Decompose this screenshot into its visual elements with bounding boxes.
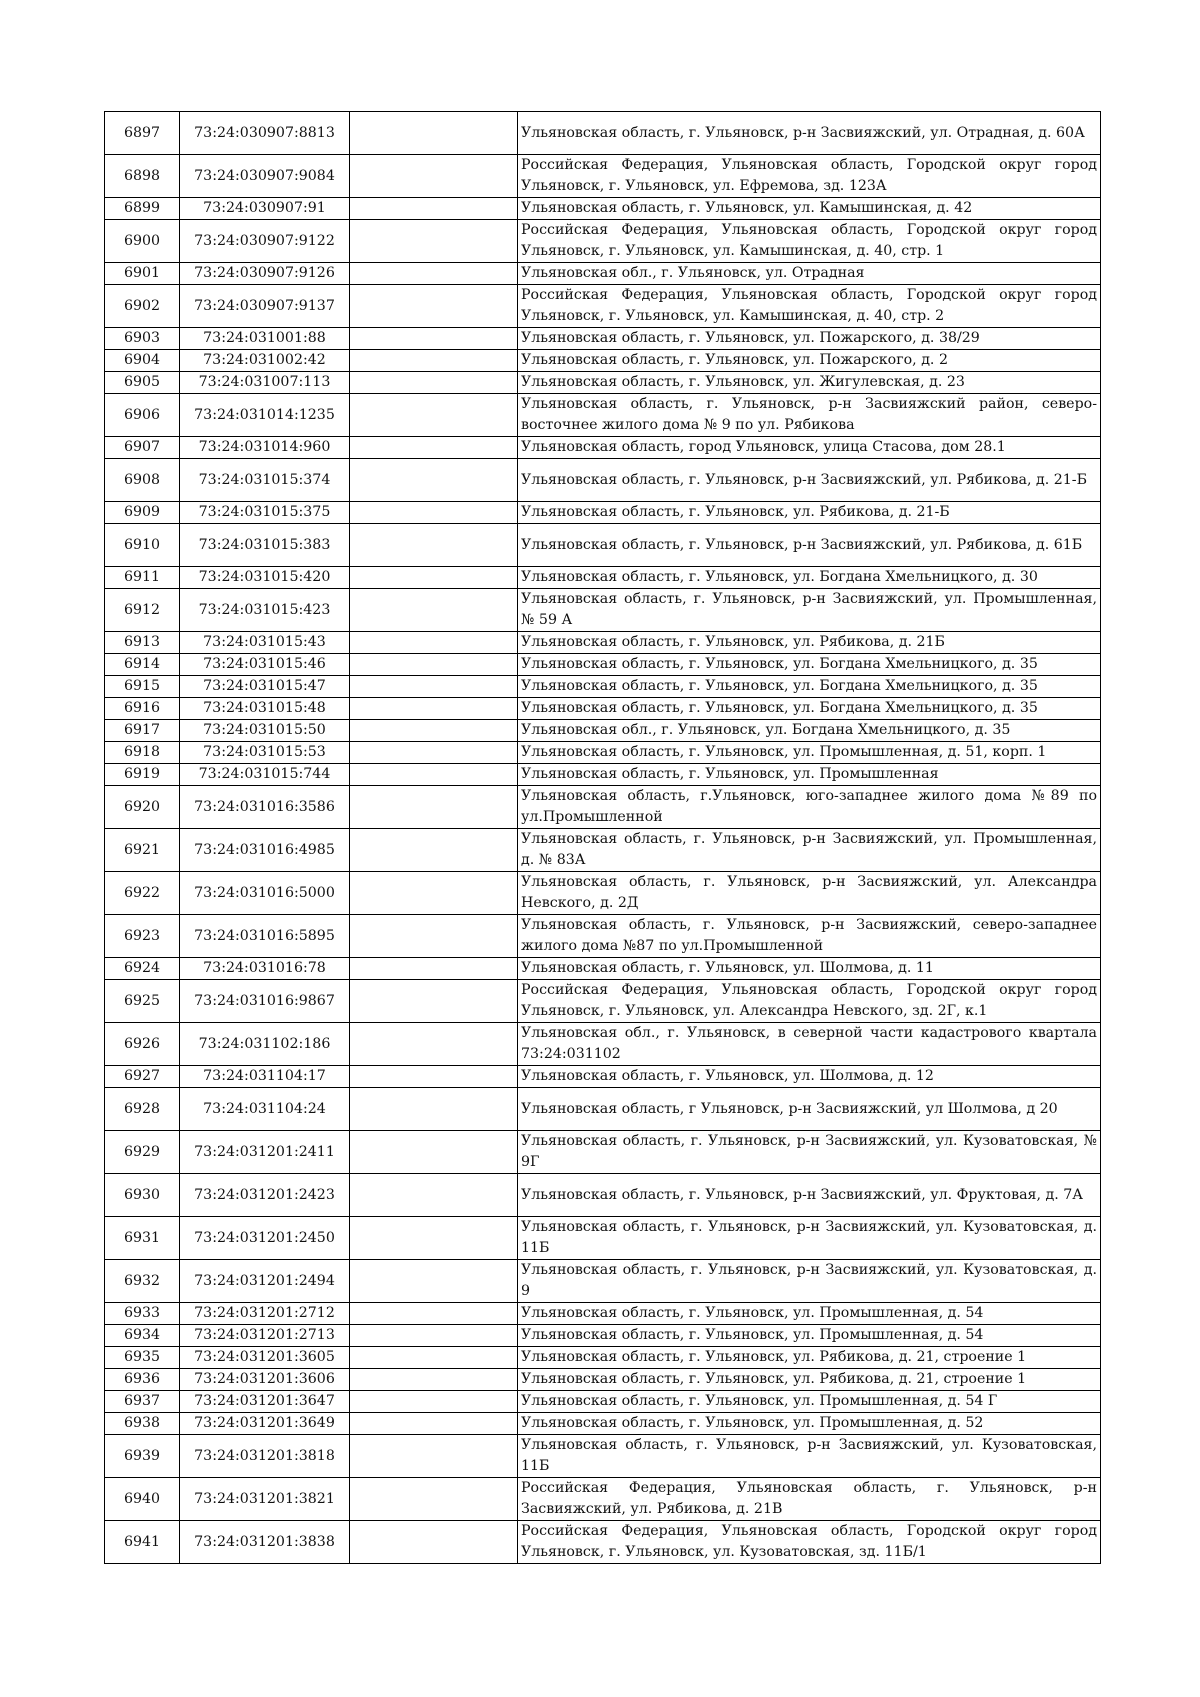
table-row (105, 524, 1101, 567)
empty-cell (350, 654, 518, 676)
cadastral-number-cell: 73:24:031015:53 (180, 742, 350, 764)
empty-cell (350, 1369, 518, 1391)
address-cell: Ульяновская область, г. Ульяновск, ул. Промышленная, д. 54 (518, 1303, 1101, 1325)
table-row (105, 220, 1101, 263)
cadastral-number-cell: 73:24:031015:420 (180, 567, 350, 589)
row-number-cell: 6938 (105, 1413, 180, 1435)
address-cell: Ульяновская область, г. Ульяновск, р-н Засвияжский, ул. Фруктовая, д. 7А (518, 1174, 1101, 1217)
empty-cell (350, 1521, 518, 1564)
cadastral-number-cell: 73:24:031015:744 (180, 764, 350, 786)
cadastral-number-cell: 73:24:030907:9126 (180, 263, 350, 285)
row-number-cell: 6935 (105, 1347, 180, 1369)
address-cell: Ульяновская область, г. Ульяновск, р-н Засвияжский, ул. Промышленная, № 59 А (518, 589, 1101, 632)
row-number-cell: 6916 (105, 698, 180, 720)
empty-cell (350, 872, 518, 915)
address-cell: Ульяновская область, г. Ульяновск, ул. Рябикова, д. 21, строение 1 (518, 1369, 1101, 1391)
empty-cell (350, 394, 518, 437)
cadastral-number-cell: 73:24:031016:78 (180, 958, 350, 980)
row-number-cell: 6908 (105, 459, 180, 502)
cadastral-number-cell: 73:24:031201:2450 (180, 1217, 350, 1260)
empty-cell (350, 350, 518, 372)
row-number-cell: 6927 (105, 1066, 180, 1088)
address-cell: Ульяновская область, г. Ульяновск, р-н Засвияжский, ул. Промышленная, д. № 83А (518, 829, 1101, 872)
address-cell: Ульяновская область, г. Ульяновск, р-н Засвияжский, ул. Кузоватовская, № 9Г (518, 1131, 1101, 1174)
table-row (105, 698, 1101, 720)
address-cell: Российская Федерация, Ульяновская область, Городской округ город Ульяновск, г. Ульяновск, ул. Ефремова, зд. 123А (518, 155, 1101, 198)
table-row (105, 1217, 1101, 1260)
empty-cell (350, 502, 518, 524)
empty-cell (350, 328, 518, 350)
table-row (105, 502, 1101, 524)
table-row (105, 632, 1101, 654)
empty-cell (350, 1391, 518, 1413)
address-cell: Ульяновская область, г. Ульяновск, р-н Засвияжский, ул. Рябикова, д. 61Б (518, 524, 1101, 567)
cadastral-number-cell: 73:24:031016:5000 (180, 872, 350, 915)
empty-cell (350, 524, 518, 567)
table-row (105, 112, 1101, 155)
row-number-cell: 6940 (105, 1478, 180, 1521)
cadastral-number-cell: 73:24:031015:46 (180, 654, 350, 676)
address-cell: Ульяновская область, г. Ульяновск, р-н Засвияжский, ул. Кузоватовская, д. 9 (518, 1260, 1101, 1303)
empty-cell (350, 1303, 518, 1325)
empty-cell (350, 263, 518, 285)
address-cell: Ульяновская область, город Ульяновск, улица Стасова, дом 28.1 (518, 437, 1101, 459)
table-row (105, 198, 1101, 220)
address-cell: Российская Федерация, Ульяновская область, Городской округ город Ульяновск, г. Ульяновск, ул. Александра Невского, зд. 2Г, к.1 (518, 980, 1101, 1023)
table-row (105, 1347, 1101, 1369)
table-row (105, 654, 1101, 676)
row-number-cell: 6917 (105, 720, 180, 742)
row-number-cell: 6906 (105, 394, 180, 437)
cadastral-number-cell: 73:24:031201:3605 (180, 1347, 350, 1369)
table-row (105, 1131, 1101, 1174)
cadastral-number-cell: 73:24:031015:374 (180, 459, 350, 502)
cadastral-number-cell: 73:24:031015:48 (180, 698, 350, 720)
registry-table-body (105, 112, 1101, 1564)
table-row (105, 328, 1101, 350)
row-number-cell: 6904 (105, 350, 180, 372)
row-number-cell: 6914 (105, 654, 180, 676)
row-number-cell: 6909 (105, 502, 180, 524)
table-row (105, 394, 1101, 437)
address-cell: Ульяновская область, г. Ульяновск, р-н Засвияжский, ул. Отрадная, д. 60А (518, 112, 1101, 155)
cadastral-number-cell: 73:24:030907:91 (180, 198, 350, 220)
row-number-cell: 6897 (105, 112, 180, 155)
cadastral-number-cell: 73:24:031007:113 (180, 372, 350, 394)
table-row (105, 720, 1101, 742)
empty-cell (350, 1066, 518, 1088)
empty-cell (350, 285, 518, 328)
table-row (105, 829, 1101, 872)
table-row (105, 1023, 1101, 1066)
address-cell: Ульяновская область, г. Ульяновск, ул. Рябикова, д. 21Б (518, 632, 1101, 654)
address-cell: Ульяновская область, г. Ульяновск, ул. Промышленная (518, 764, 1101, 786)
cadastral-number-cell: 73:24:031016:4985 (180, 829, 350, 872)
table-row (105, 459, 1101, 502)
address-cell: Ульяновская область, г. Ульяновск, ул. Богдана Хмельницкого, д. 35 (518, 698, 1101, 720)
empty-cell (350, 459, 518, 502)
cadastral-number-cell: 73:24:031015:383 (180, 524, 350, 567)
table-row (105, 1521, 1101, 1564)
cadastral-number-cell: 73:24:031201:2411 (180, 1131, 350, 1174)
address-cell: Ульяновская область, г. Ульяновск, ул. Промышленная, д. 54 (518, 1325, 1101, 1347)
cadastral-number-cell: 73:24:031201:3818 (180, 1435, 350, 1478)
table-row (105, 958, 1101, 980)
address-cell: Ульяновская область, г Ульяновск, р-н Засвияжский, ул Шолмова, д 20 (518, 1088, 1101, 1131)
cadastral-number-cell: 73:24:031201:3647 (180, 1391, 350, 1413)
table-row (105, 437, 1101, 459)
cadastral-number-cell: 73:24:031201:2713 (180, 1325, 350, 1347)
address-cell: Ульяновская область, г. Ульяновск, ул. Рябикова, д. 21, строение 1 (518, 1347, 1101, 1369)
cadastral-number-cell: 73:24:031104:17 (180, 1066, 350, 1088)
empty-cell (350, 1478, 518, 1521)
table-row (105, 285, 1101, 328)
empty-cell (350, 676, 518, 698)
empty-cell (350, 220, 518, 263)
row-number-cell: 6922 (105, 872, 180, 915)
address-cell: Ульяновская область, г. Ульяновск, р-н Засвияжский, ул. Кузоватовская, 11Б (518, 1435, 1101, 1478)
empty-cell (350, 1435, 518, 1478)
empty-cell (350, 1174, 518, 1217)
table-row (105, 350, 1101, 372)
cadastral-number-cell: 73:24:031015:47 (180, 676, 350, 698)
empty-cell (350, 1325, 518, 1347)
table-row (105, 589, 1101, 632)
row-number-cell: 6934 (105, 1325, 180, 1347)
empty-cell (350, 567, 518, 589)
address-cell: Ульяновская область, г.Ульяновск, юго-западнее жилого дома №89 по ул.Промышленной (518, 786, 1101, 829)
row-number-cell: 6915 (105, 676, 180, 698)
empty-cell (350, 720, 518, 742)
table-row (105, 1174, 1101, 1217)
cadastral-number-cell: 73:24:031001:88 (180, 328, 350, 350)
cadastral-number-cell: 73:24:031102:186 (180, 1023, 350, 1066)
row-number-cell: 6928 (105, 1088, 180, 1131)
empty-cell (350, 829, 518, 872)
row-number-cell: 6910 (105, 524, 180, 567)
row-number-cell: 6929 (105, 1131, 180, 1174)
row-number-cell: 6936 (105, 1369, 180, 1391)
cadastral-number-cell: 73:24:031014:960 (180, 437, 350, 459)
empty-cell (350, 1131, 518, 1174)
cadastral-number-cell: 73:24:030907:9122 (180, 220, 350, 263)
table-row (105, 155, 1101, 198)
empty-cell (350, 589, 518, 632)
address-cell: Российская Федерация, Ульяновская область, г. Ульяновск, р-н Засвияжский, ул. Рябикова, д. 21В (518, 1478, 1101, 1521)
table-row (105, 764, 1101, 786)
table-row (105, 567, 1101, 589)
cadastral-number-cell: 73:24:031016:9867 (180, 980, 350, 1023)
empty-cell (350, 1260, 518, 1303)
address-cell: Ульяновская область, г. Ульяновск, ул. Шолмова, д. 11 (518, 958, 1101, 980)
table-row (105, 980, 1101, 1023)
empty-cell (350, 1217, 518, 1260)
table-row (105, 1066, 1101, 1088)
empty-cell (350, 1088, 518, 1131)
address-cell: Ульяновская область, г. Ульяновск, ул. Жигулевская, д. 23 (518, 372, 1101, 394)
cadastral-number-cell: 73:24:031014:1235 (180, 394, 350, 437)
table-row (105, 1369, 1101, 1391)
row-number-cell: 6912 (105, 589, 180, 632)
address-cell: Российская Федерация, Ульяновская область, Городской округ город Ульяновск, г. Ульяновск, ул. Камышинская, д. 40, стр. 1 (518, 220, 1101, 263)
row-number-cell: 6930 (105, 1174, 180, 1217)
table-row (105, 372, 1101, 394)
cadastral-number-cell: 73:24:030907:8813 (180, 112, 350, 155)
address-cell: Ульяновская область, г. Ульяновск, ул. Шолмова, д. 12 (518, 1066, 1101, 1088)
table-row (105, 1391, 1101, 1413)
address-cell: Ульяновская область, г. Ульяновск, ул. Богдана Хмельницкого, д. 35 (518, 654, 1101, 676)
table-row (105, 742, 1101, 764)
row-number-cell: 6918 (105, 742, 180, 764)
cadastral-number-cell: 73:24:031201:2423 (180, 1174, 350, 1217)
address-cell: Ульяновская обл., г. Ульяновск, ул. Отрадная (518, 263, 1101, 285)
empty-cell (350, 742, 518, 764)
empty-cell (350, 980, 518, 1023)
table-row (105, 1478, 1101, 1521)
cadastral-number-cell: 73:24:031201:3606 (180, 1369, 350, 1391)
cadastral-number-cell: 73:24:031016:3586 (180, 786, 350, 829)
address-cell: Ульяновская область, г. Ульяновск, ул. Богдана Хмельницкого, д. 35 (518, 676, 1101, 698)
row-number-cell: 6898 (105, 155, 180, 198)
row-number-cell: 6932 (105, 1260, 180, 1303)
table-row (105, 872, 1101, 915)
empty-cell (350, 155, 518, 198)
cadastral-number-cell: 73:24:031015:423 (180, 589, 350, 632)
cadastral-number-cell: 73:24:031015:375 (180, 502, 350, 524)
row-number-cell: 6926 (105, 1023, 180, 1066)
table-row (105, 676, 1101, 698)
cadastral-number-cell: 73:24:031015:50 (180, 720, 350, 742)
address-cell: Ульяновская область, г. Ульяновск, ул. Промышленная, д. 54 Г (518, 1391, 1101, 1413)
empty-cell (350, 698, 518, 720)
row-number-cell: 6931 (105, 1217, 180, 1260)
table-row (105, 915, 1101, 958)
empty-cell (350, 632, 518, 654)
cadastral-number-cell: 73:24:031201:3649 (180, 1413, 350, 1435)
address-cell: Ульяновская область, г. Ульяновск, р-н Засвияжский, ул. Кузоватовская, д. 11Б (518, 1217, 1101, 1260)
table-row (105, 1303, 1101, 1325)
address-cell: Ульяновская область, г. Ульяновск, ул. Промышленная, д. 52 (518, 1413, 1101, 1435)
empty-cell (350, 915, 518, 958)
row-number-cell: 6921 (105, 829, 180, 872)
address-cell: Ульяновская область, г. Ульяновск, ул. Промышленная, д. 51, корп. 1 (518, 742, 1101, 764)
row-number-cell: 6939 (105, 1435, 180, 1478)
address-cell: Российская Федерация, Ульяновская область, Городской округ город Ульяновск, г. Ульяновск, ул. Кузоватовская, зд. 11Б/1 (518, 1521, 1101, 1564)
row-number-cell: 6911 (105, 567, 180, 589)
row-number-cell: 6902 (105, 285, 180, 328)
cadastral-number-cell: 73:24:030907:9137 (180, 285, 350, 328)
empty-cell (350, 1347, 518, 1369)
table-row (105, 1413, 1101, 1435)
address-cell: Ульяновская область, г. Ульяновск, р-н Засвияжский, ул. Александра Невского, д. 2Д (518, 872, 1101, 915)
cadastral-number-cell: 73:24:031201:3838 (180, 1521, 350, 1564)
cadastral-registry-table (104, 111, 1101, 1564)
row-number-cell: 6923 (105, 915, 180, 958)
address-cell: Ульяновская область, г. Ульяновск, ул. Камышинская, д. 42 (518, 198, 1101, 220)
row-number-cell: 6919 (105, 764, 180, 786)
empty-cell (350, 958, 518, 980)
row-number-cell: 6905 (105, 372, 180, 394)
empty-cell (350, 1413, 518, 1435)
row-number-cell: 6924 (105, 958, 180, 980)
row-number-cell: 6913 (105, 632, 180, 654)
cadastral-number-cell: 73:24:031201:2494 (180, 1260, 350, 1303)
empty-cell (350, 372, 518, 394)
address-cell: Ульяновская область, г. Ульяновск, ул. Пожарского, д. 2 (518, 350, 1101, 372)
address-cell: Ульяновская область, г. Ульяновск, ул. Рябикова, д. 21-Б (518, 502, 1101, 524)
address-cell: Ульяновская область, г. Ульяновск, ул. Пожарского, д. 38/29 (518, 328, 1101, 350)
table-row (105, 1325, 1101, 1347)
address-cell: Российская Федерация, Ульяновская область, Городской округ город Ульяновск, г. Ульяновск, ул. Камышинская, д. 40, стр. 2 (518, 285, 1101, 328)
row-number-cell: 6925 (105, 980, 180, 1023)
address-cell: Ульяновская область, г. Ульяновск, р-н Засвияжский, ул. Рябикова, д. 21-Б (518, 459, 1101, 502)
empty-cell (350, 198, 518, 220)
empty-cell (350, 1023, 518, 1066)
row-number-cell: 6900 (105, 220, 180, 263)
table-row (105, 1435, 1101, 1478)
address-cell: Ульяновская обл., г. Ульяновск, ул. Богдана Хмельницкого, д. 35 (518, 720, 1101, 742)
address-cell: Ульяновская область, г. Ульяновск, ул. Богдана Хмельницкого, д. 30 (518, 567, 1101, 589)
table-row (105, 786, 1101, 829)
table-row (105, 263, 1101, 285)
address-cell: Ульяновская область, г. Ульяновск, р-н Засвияжский, северо-западнее жилого дома №87 по ул.Промышленной (518, 915, 1101, 958)
empty-cell (350, 786, 518, 829)
cadastral-number-cell: 73:24:031104:24 (180, 1088, 350, 1131)
row-number-cell: 6937 (105, 1391, 180, 1413)
row-number-cell: 6941 (105, 1521, 180, 1564)
cadastral-number-cell: 73:24:031002:42 (180, 350, 350, 372)
row-number-cell: 6901 (105, 263, 180, 285)
empty-cell (350, 112, 518, 155)
address-cell: Ульяновская обл., г. Ульяновск, в северной части кадастрового квартала 73:24:031102 (518, 1023, 1101, 1066)
row-number-cell: 6903 (105, 328, 180, 350)
row-number-cell: 6920 (105, 786, 180, 829)
row-number-cell: 6907 (105, 437, 180, 459)
cadastral-number-cell: 73:24:031201:3821 (180, 1478, 350, 1521)
table-row (105, 1260, 1101, 1303)
cadastral-number-cell: 73:24:031201:2712 (180, 1303, 350, 1325)
empty-cell (350, 764, 518, 786)
row-number-cell: 6899 (105, 198, 180, 220)
row-number-cell: 6933 (105, 1303, 180, 1325)
cadastral-number-cell: 73:24:031016:5895 (180, 915, 350, 958)
cadastral-number-cell: 73:24:031015:43 (180, 632, 350, 654)
address-cell: Ульяновская область, г. Ульяновск, р-н Засвияжский район, северо-восточнее жилого дома № 9 по ул. Рябикова (518, 394, 1101, 437)
empty-cell (350, 437, 518, 459)
cadastral-number-cell: 73:24:030907:9084 (180, 155, 350, 198)
table-row (105, 1088, 1101, 1131)
